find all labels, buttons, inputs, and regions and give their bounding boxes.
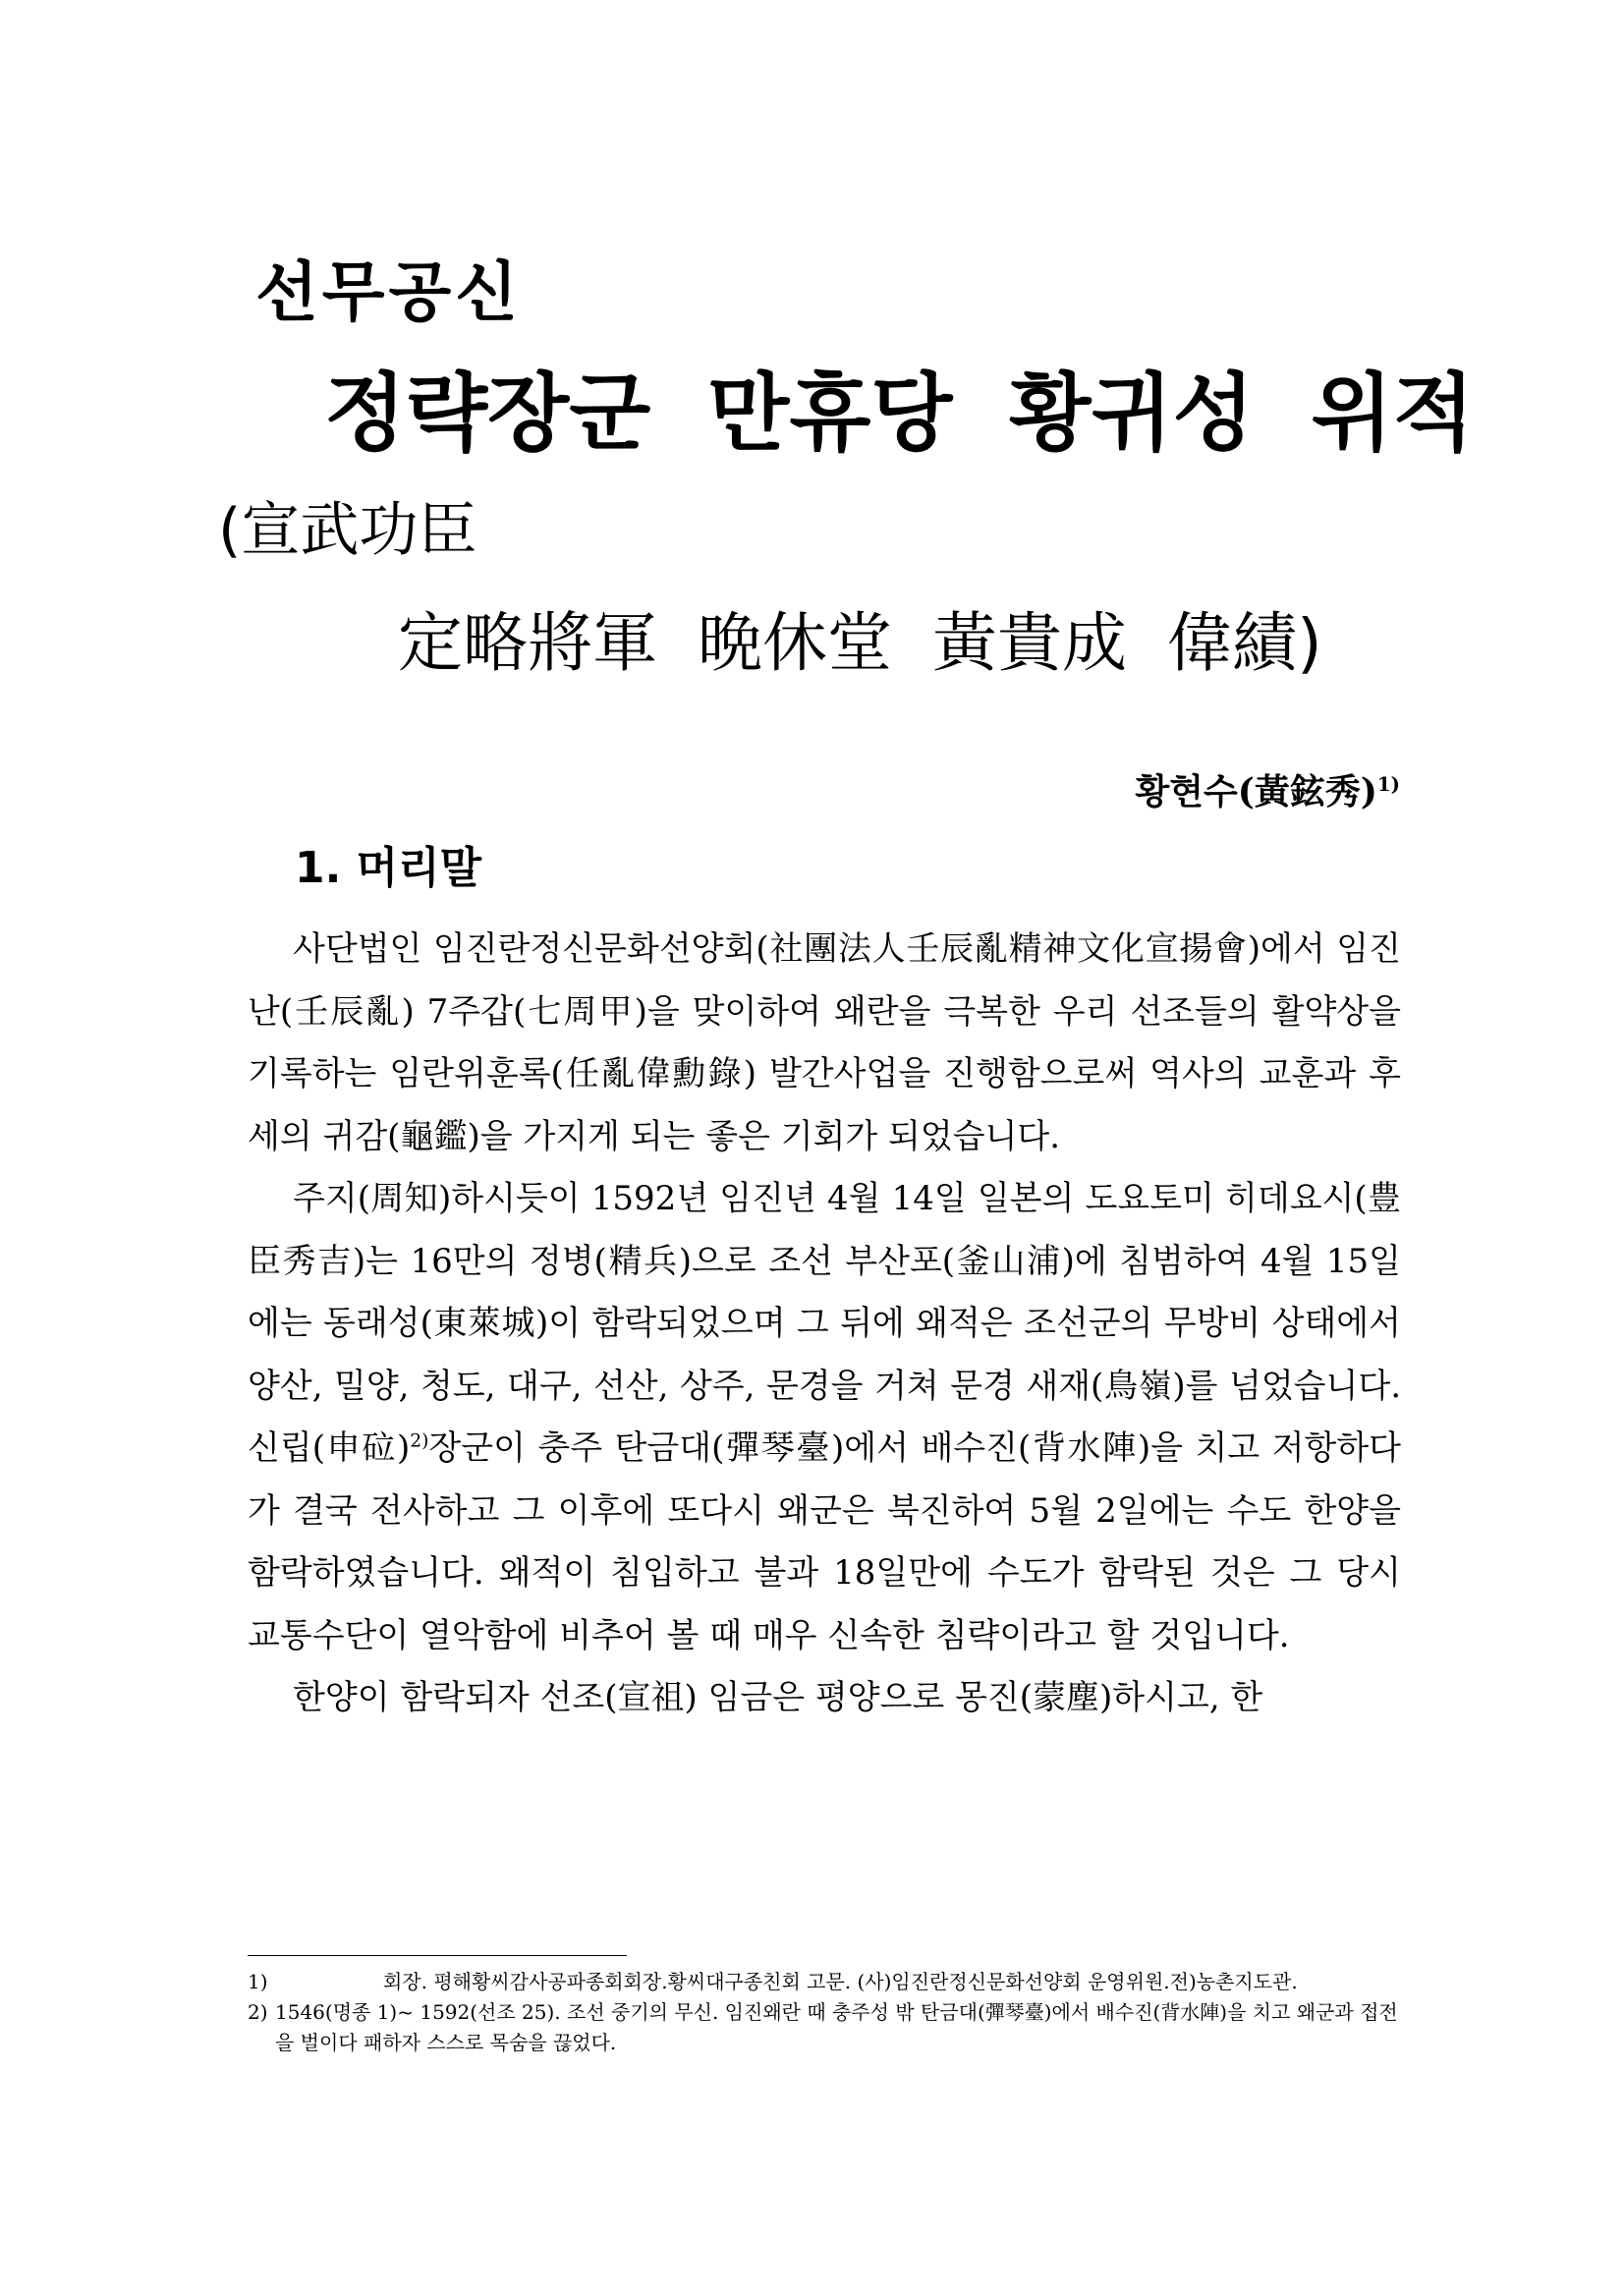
section-heading: 1. 머리말 xyxy=(295,843,482,893)
title-main: 정략장군 만휴당 황귀성 위적 xyxy=(324,364,1475,463)
paragraph-2-part-2: 장군이 충주 탄금대(彈琴臺)에서 배수진(背水陣)을 치고 저항하다가 결국 전사하고 그 이후에 또다시 왜군은 북진하여 5월 2일에는 수도 한양을 함락하였습니다. 왜적이 침입하고 불과 18일만에 수도가 함락된 것은 그 당시 교통수단이 열악함에 비추어 볼 때 매우 신속한 침략이라고 할 것입니다. xyxy=(248,1428,1402,1655)
footnote-2-number: 2) xyxy=(248,2000,268,2024)
paragraph-3: 한양이 함락되자 선조(宣祖) 임금은 평양으로 몽진(蒙塵)하시고, 한 xyxy=(293,1678,1263,1717)
paragraph-1: 사단법인 임진란정신문화선양회(社團法人壬辰亂精神文化宣揚會)에서 임진난(壬辰亂) 7주갑(七周甲)을 맞이하여 왜란을 극복한 우리 선조들의 활약상을 기록하는 임란위훈록(任亂偉勳錄) 발간사업을 진행함으로써 역사의 교훈과 후세의 귀감(龜鑑)을 가지게 되는 좋은 기회가 되었습니다. xyxy=(248,929,1401,1156)
author-name: 황현수(黃鉉秀) xyxy=(1135,771,1377,812)
author-footnote-ref[interactable]: 1) xyxy=(1376,772,1400,796)
title-hanja-line2: 定略將軍 晩休堂 黃貴成 偉績) xyxy=(398,605,1322,681)
paragraph-2-part-1: 주지(周知)하시듯이 1592년 임진년 4월 14일 일본의 도요토미 히데요시(豊臣秀吉)는 16만의 정병(精兵)으로 조선 부산포(釜山浦)에 침범하여 4월 15일에는 동래성(東萊城)이 함락되었으며 그 뒤에 왜적은 조선군의 무방비 상태에서 양산, 밀양, 청도, 대구, 선산, 상주, 문경을 거쳐 문경 새재(鳥嶺)를 넘었습니다. 신립(申砬) xyxy=(248,1179,1401,1468)
footnote-1-number: 1) xyxy=(248,1970,268,1993)
footnote-2 xyxy=(248,1997,1401,2058)
footnote-divider xyxy=(248,1955,627,1956)
footnote-1-text: 회장. 평해황씨감사공파종회회장.황씨대구종친회 고문. (사)임진란정신문화선양회 운영위원.전)농촌지도관. xyxy=(383,1970,1298,1993)
footnotes xyxy=(248,1967,1401,2058)
footnote-2-text: 1546(명종 1)~ 1592(선조 25). 조선 중기의 무신. 임진왜란 때 충주성 밖 탄금대(彈琴臺)에서 배수진(背水陣)을 치고 왜군과 접전을 벌이다 패하자 스스로 목숨을 끊었다. xyxy=(275,2000,1398,2054)
footnote-1 xyxy=(248,1967,1401,1997)
paragraph-2 xyxy=(248,1168,1401,1667)
author-byline xyxy=(1135,771,1400,812)
title-subtitle: 선무공신 xyxy=(255,254,523,330)
footnote-ref-2[interactable]: 2) xyxy=(410,1430,429,1452)
title-hanja-line1: (宣武功臣 xyxy=(218,496,477,565)
body-text xyxy=(248,919,1401,1730)
